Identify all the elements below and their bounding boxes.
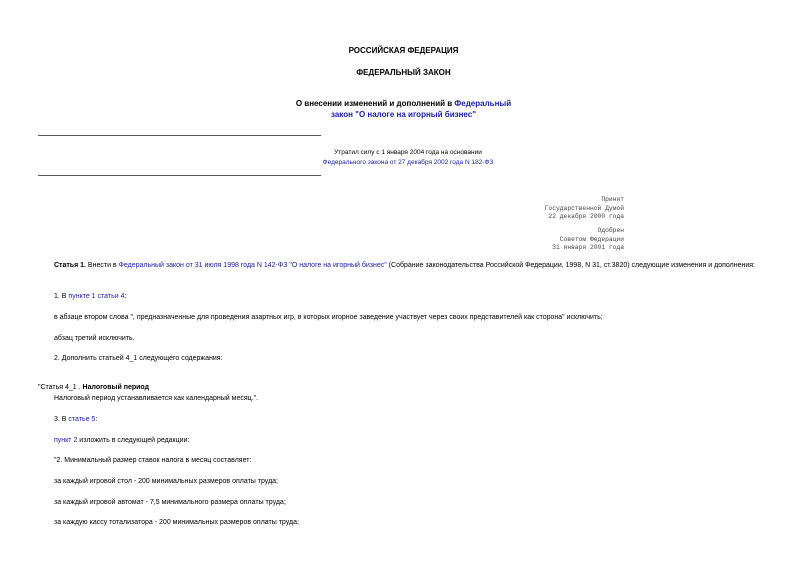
rate-line: за каждый игровой стол - 200 минимальных размеров оплаты труда; <box>54 478 278 485</box>
item-2: 2. Дополнить статьей 4_1 следующего содержания: <box>54 355 223 362</box>
approved-line: Одобрен <box>597 227 624 234</box>
law-title-link[interactable]: Федеральный <box>454 99 512 108</box>
accepted-line: Государственной Думой <box>544 204 624 212</box>
item-3-point-link[interactable]: пункт 2 <box>54 437 78 444</box>
item-1-paragraph-2: абзац третий исключить. <box>54 335 135 342</box>
item-3-suffix: : <box>95 416 98 423</box>
status-link[interactable]: Федерального закона от 27 декабря 2002 года N 182-ФЗ <box>322 159 494 167</box>
article-4-1-body: Налоговый период устанавливается как календарный месяц.". <box>54 395 259 402</box>
law-title-text: О внесении изменений и дополнений в <box>295 99 455 108</box>
article-1-label: Статья 1. <box>54 262 86 269</box>
approved-line: Советом Федерации <box>559 235 624 243</box>
item-1-paragraph-1: в абзаце втором слова ", предназначенные для проведения азартных игр, в которых игорное заведение участвует через своих представителей как сторона" исключить; <box>54 314 603 321</box>
law-type-title: ФЕДЕРАЛЬНЫЙ ЗАКОН <box>356 68 451 77</box>
article-4-1-prefix: "Статья 4_1 . <box>38 384 83 391</box>
country-title: РОССИЙСКАЯ ФЕДЕРАЦИЯ <box>348 46 459 55</box>
item-3-paragraph-2: "2. Минимальный размер ставок налога в месяц составляет: <box>54 457 252 464</box>
accepted-line: Принят <box>601 196 624 203</box>
article-1-law-link[interactable]: Федеральный закон от 31 июля 1998 года N 142-ФЗ "О налоге на игорный бизнес" <box>118 262 387 269</box>
approved-line: 31 января 2001 года <box>552 244 624 251</box>
law-title-link-2[interactable]: закон "О налоге на игорный бизнес" <box>330 109 477 119</box>
article-4-1-heading <box>38 383 149 392</box>
rate-line: за каждую кассу тотализатора - 200 минимальных размеров оплаты труда; <box>54 519 299 526</box>
accepted-block <box>424 196 624 222</box>
item-1-prefix: 1. В <box>54 293 69 300</box>
rate-line: за каждый игровой автомат - 7,5 минимального размера оплаты труда; <box>54 499 286 506</box>
item-3-paragraph-1 <box>54 436 189 445</box>
status-note <box>308 149 508 168</box>
item-1 <box>54 292 126 301</box>
item-1-suffix: : <box>124 293 127 300</box>
item-3-prefix: 3. В <box>54 416 69 423</box>
divider-bottom <box>38 175 321 176</box>
item-3-paragraph-1-text: изложить в следующей редакции: <box>77 437 190 444</box>
law-title <box>0 99 807 121</box>
item-3-link[interactable]: статье 5 <box>68 416 96 423</box>
article-1-text: Внести в <box>85 262 119 269</box>
article-1 <box>38 261 769 271</box>
divider-top <box>38 135 321 136</box>
item-1-link[interactable]: пункте 1 статьи 4 <box>68 293 125 300</box>
item-3 <box>54 415 97 424</box>
article-4-1-title: Налоговый период <box>82 384 150 391</box>
accepted-line: 22 декабря 2000 года <box>548 213 624 220</box>
status-line: Утратил силу с 1 января 2004 года на основании <box>334 149 482 156</box>
approved-block <box>424 227 624 253</box>
article-1-text-after: (Собрание законодательства Российской Федерации, 1998, N 31, ст.3820) следующие изменения и дополнения: <box>386 262 755 269</box>
